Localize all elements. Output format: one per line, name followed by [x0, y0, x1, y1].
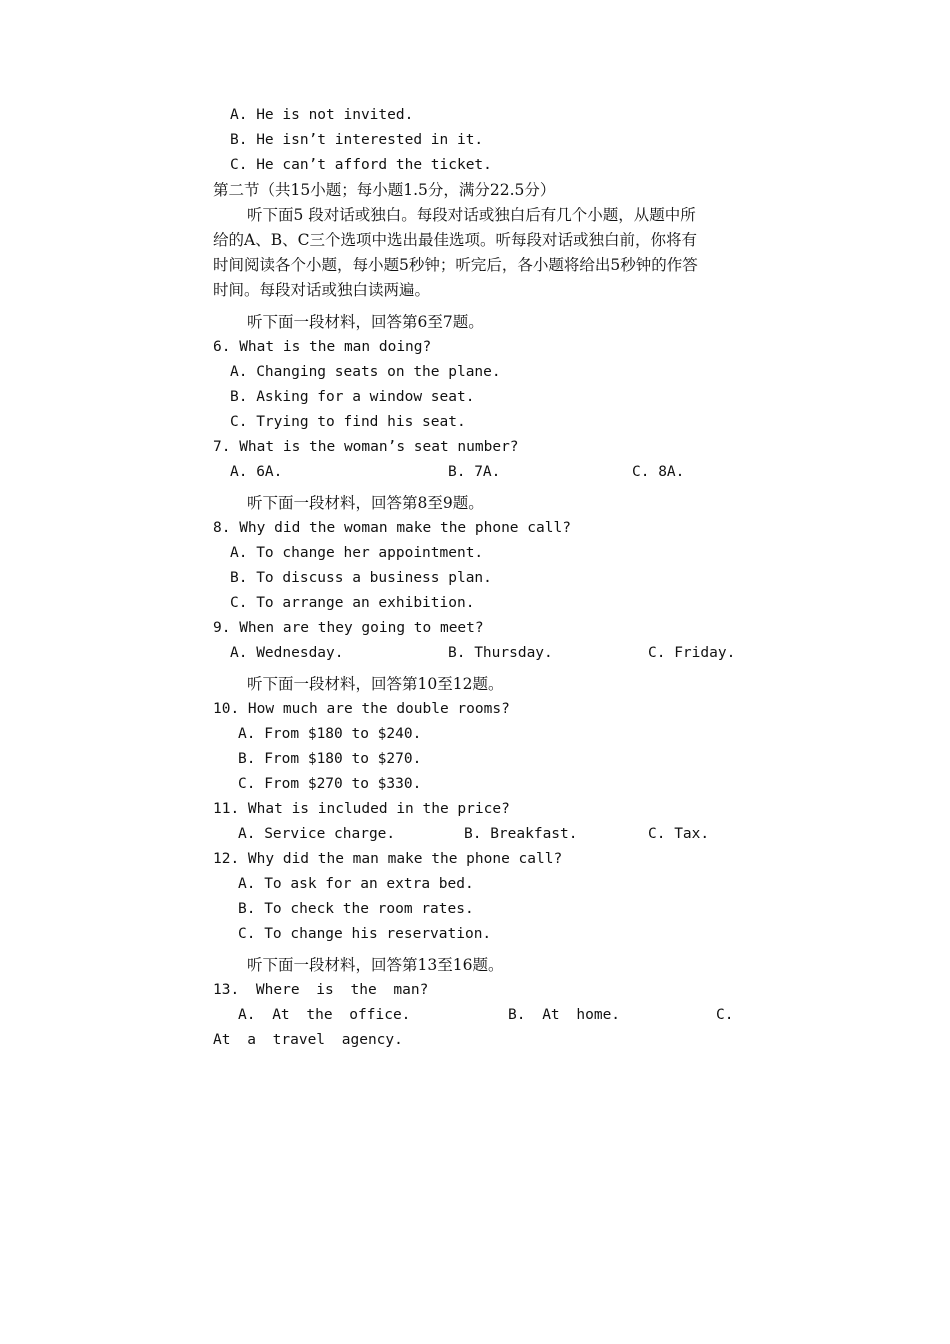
- group-intro: 听下面一段材料，回答第6至7题。: [247, 313, 484, 331]
- option-c: C. From $270 to $330.: [238, 776, 422, 792]
- option-b: B. Thursday.: [448, 645, 553, 661]
- instructions-line: 给的A、B、C三个选项中选出最佳选项。听每段对话或独白前，你将有: [213, 231, 697, 249]
- question-stem: 13. Where is the man?: [213, 982, 429, 998]
- option-a: A. To ask for an extra bed.: [238, 876, 474, 892]
- option-a: A. To change her appointment.: [230, 545, 484, 561]
- option-c: C. Tax.: [648, 826, 710, 842]
- question-stem: 7. What is the woman’s seat number?: [213, 439, 519, 455]
- option-a: A. Service charge.: [238, 826, 396, 842]
- question-stem: 11. What is included in the price?: [213, 801, 510, 817]
- option-a: A. From $180 to $240.: [238, 726, 422, 742]
- option-c: C. To change his reservation.: [238, 926, 492, 942]
- option-b: B. Breakfast.: [464, 826, 578, 842]
- question-stem: 8. Why did the woman make the phone call?: [213, 520, 571, 536]
- option-c: C. Friday.: [648, 645, 736, 661]
- question-stem: 6. What is the man doing?: [213, 339, 432, 355]
- question-stem: 9. When are they going to meet?: [213, 620, 484, 636]
- option-b: B. He isn’t interested in it.: [230, 132, 484, 148]
- group-intro: 听下面一段材料，回答第8至9题。: [247, 494, 484, 512]
- option-c: C.: [716, 1007, 734, 1023]
- option-a: A. Changing seats on the plane.: [230, 364, 501, 380]
- option-c: C. To arrange an exhibition.: [230, 595, 475, 611]
- question-stem: 12. Why did the man make the phone call?: [213, 851, 563, 867]
- instructions-line: 时间。每段对话或独白读两遍。: [213, 281, 431, 299]
- instructions-line: 听下面5 段对话或独白。每段对话或独白后有几个小题，从题中所: [247, 206, 696, 224]
- group-intro: 听下面一段材料，回答第13至16题。: [247, 956, 504, 974]
- instructions-line: 时间阅读各个小题，每小题5秒钟；听完后，各小题将给出5秒钟的作答: [213, 256, 698, 274]
- option-c-text: At a travel agency.: [213, 1032, 403, 1048]
- section-heading: 第二节（共15小题；每小题1.5分，满分22.5分）: [213, 181, 556, 199]
- option-b: B. To discuss a business plan.: [230, 570, 492, 586]
- option-a: A. Wednesday.: [230, 645, 344, 661]
- option-c: C. He can’t afford the ticket.: [230, 157, 492, 173]
- option-b: B. From $180 to $270.: [238, 751, 422, 767]
- option-b: B. To check the room rates.: [238, 901, 474, 917]
- option-a: A. He is not invited.: [230, 107, 414, 123]
- group-intro: 听下面一段材料，回答第10至12题。: [247, 675, 504, 693]
- option-b: B. Asking for a window seat.: [230, 389, 475, 405]
- option-b: B. 7A.: [448, 464, 501, 480]
- question-stem: 10. How much are the double rooms?: [213, 701, 510, 717]
- option-b: B. At home.: [508, 1007, 621, 1023]
- option-c: C. Trying to find his seat.: [230, 414, 466, 430]
- option-a: A. 6A.: [230, 464, 283, 480]
- option-c: C. 8A.: [632, 464, 685, 480]
- option-a: A. At the office.: [238, 1007, 411, 1023]
